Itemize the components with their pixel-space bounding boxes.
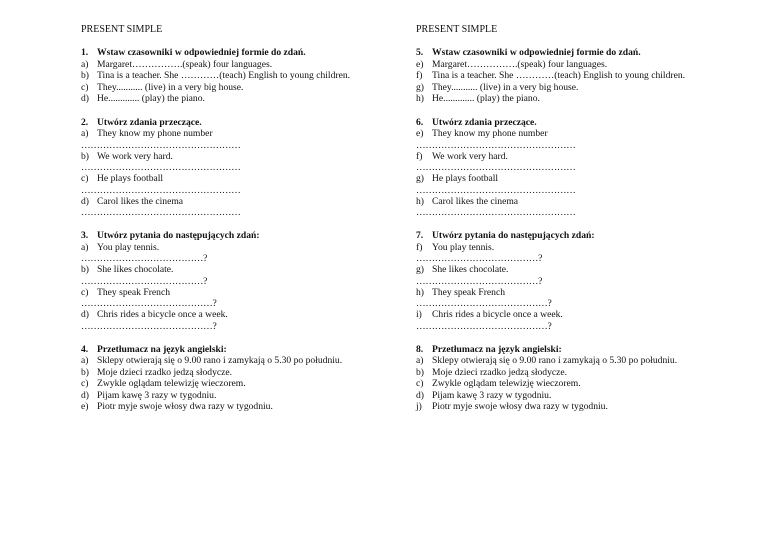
exercise-number: 4. (81, 343, 89, 355)
exercise-item (81, 367, 411, 379)
item-text: They know my phone number (432, 128, 548, 139)
exercise-instruction: Przetłumacz na język angielski: (97, 343, 227, 355)
item-label: f) (416, 241, 423, 253)
item-text: Chris rides a bicycle once a week. (97, 309, 228, 320)
item-text: You play tennis. (432, 241, 495, 253)
item-label: d) (81, 389, 89, 401)
exercise-item (81, 355, 411, 367)
item-label: c) (81, 81, 89, 93)
worksheet-column (81, 24, 411, 413)
exercise-item (416, 309, 746, 321)
exercise-section (81, 230, 411, 332)
answer-line: ……………………………………? (416, 298, 552, 309)
item-text: They speak French (97, 286, 170, 298)
exercise-item (81, 59, 411, 71)
exercise-section (416, 117, 746, 219)
exercise-instruction: Przetłumacz na język angielski: (432, 343, 562, 355)
answer-line: ……………………………………? (81, 298, 217, 309)
exercise-number: 5. (416, 47, 424, 58)
exercise-item (81, 93, 411, 105)
answer-line: …………………………………………… (416, 207, 576, 218)
exercise-item (416, 151, 746, 163)
exercise-item (416, 355, 746, 367)
exercise-section (416, 230, 746, 332)
exercise-item (416, 367, 746, 379)
answer-line: …………………………………………… (416, 139, 576, 151)
item-text: Pijam kawę 3 razy w tygodniu. (432, 389, 552, 401)
exercise-instruction: Utwórz zdania przeczące. (432, 116, 537, 128)
exercise-item (81, 70, 411, 82)
answer-line: …………………………………………… (81, 184, 241, 196)
exercise-item (416, 378, 746, 390)
exercise-item (416, 390, 746, 402)
exercise-instruction: Utwórz pytania do następujących zdań: (97, 230, 260, 241)
exercise-section (81, 47, 411, 105)
answer-line: …………………………………………… (416, 184, 576, 196)
exercise-item (416, 82, 746, 94)
item-label: a) (81, 58, 89, 70)
answer-line: …………………………………………… (81, 162, 241, 173)
exercise-item (81, 196, 411, 208)
item-label: d) (81, 309, 89, 320)
exercise-heading (416, 230, 746, 242)
item-text: Zwykle oglądam telewizję wieczorem. (432, 378, 581, 389)
exercise-heading (416, 344, 746, 356)
item-label: e) (416, 58, 424, 70)
item-label: b) (81, 264, 89, 275)
exercise-instruction: Wstaw czasowniki w odpowiedniej formie do zdań. (97, 47, 306, 58)
item-label: b) (416, 366, 424, 378)
exercise-heading (416, 117, 746, 129)
answer-line: ……………………………………? (81, 320, 217, 332)
item-text: Piotr myje swoje włosy dwa razy w tygodniu. (432, 401, 608, 412)
item-text: He plays football (432, 173, 499, 184)
item-text: Margaret…………….(speak) four languages. (97, 58, 273, 70)
answer-line: …………………………………? (416, 275, 543, 287)
exercise-item (81, 390, 411, 402)
item-label: h) (416, 195, 424, 207)
item-text: Piotr myje swoje włosy dwa razy w tygodniu. (97, 401, 273, 412)
answer-line: ……………………………………? (416, 320, 552, 332)
item-text: Moje dzieci rzadko jedzą słodycze. (432, 366, 568, 378)
exercise-section (81, 344, 411, 413)
item-label: g) (416, 264, 424, 275)
exercise-item (81, 287, 411, 299)
item-label: c) (81, 286, 89, 298)
item-text: Margaret…………….(speak) four languages. (432, 58, 608, 70)
item-label: a) (81, 355, 89, 366)
item-text: She likes chocolate. (97, 264, 174, 275)
exercise-section (416, 47, 746, 105)
item-text: They........... (live) in a very big house. (97, 81, 244, 93)
item-label: g) (416, 173, 424, 184)
item-text: We work very hard. (97, 150, 173, 162)
item-label: d) (81, 195, 89, 207)
document-title: PRESENT SIMPLE (81, 24, 163, 35)
exercise-instruction: Utwórz pytania do następujących zdań: (432, 230, 595, 241)
item-label: c) (81, 378, 89, 389)
exercise-number: 1. (81, 47, 89, 58)
item-label: f) (416, 150, 423, 162)
item-text: Moje dzieci rzadko jedzą słodycze. (97, 366, 233, 378)
item-text: Tina is a teacher. She …………(teach) English to young children. (97, 70, 351, 81)
item-label: d) (416, 389, 424, 401)
exercise-number: 8. (416, 343, 424, 355)
exercise-item (81, 173, 411, 185)
item-text: Sklepy otwierają się o 9.00 rano i zamykają o 5.30 po południu. (432, 355, 678, 366)
exercise-item (81, 401, 411, 413)
exercise-number: 3. (81, 230, 89, 241)
exercise-item (81, 128, 411, 140)
exercise-section (81, 117, 411, 219)
item-text: Sklepy otwierają się o 9.00 rano i zamykają o 5.30 po południu. (97, 355, 343, 366)
answer-line: …………………………………? (81, 253, 208, 264)
exercise-item (416, 70, 746, 82)
item-text: You play tennis. (97, 241, 160, 253)
exercise-item (81, 309, 411, 321)
item-label: i) (416, 309, 422, 320)
item-text: Carol likes the cinema (97, 195, 184, 207)
exercise-heading (81, 230, 411, 242)
item-label: b) (81, 70, 89, 81)
item-text: Pijam kawę 3 razy w tygodniu. (97, 389, 217, 401)
exercise-item (416, 287, 746, 299)
exercise-item (81, 242, 411, 254)
exercise-heading (416, 47, 746, 59)
exercise-item (81, 378, 411, 390)
worksheet-column (416, 24, 746, 413)
item-label: d) (81, 93, 89, 104)
item-text: They........... (live) in a very big house. (432, 81, 579, 93)
exercise-item (81, 82, 411, 94)
item-label: c) (416, 378, 424, 389)
exercise-number: 7. (416, 230, 424, 241)
item-label: a) (81, 241, 89, 253)
exercise-instruction: Utwórz zdania przeczące. (97, 116, 202, 128)
document-title: PRESENT SIMPLE (416, 24, 498, 35)
exercise-number: 6. (416, 116, 424, 128)
item-label: c) (81, 173, 89, 184)
answer-line: …………………………………………… (81, 207, 241, 218)
item-label: e) (81, 401, 89, 412)
item-text: They know my phone number (97, 128, 213, 139)
exercise-item (416, 401, 746, 413)
item-label: a) (416, 355, 424, 366)
item-text: She likes chocolate. (432, 264, 509, 275)
item-label: j) (416, 401, 422, 412)
answer-line: …………………………………? (81, 275, 208, 287)
exercise-section (416, 344, 746, 413)
item-label: f) (416, 70, 423, 81)
answer-line: …………………………………………… (81, 139, 241, 151)
exercise-heading (81, 117, 411, 129)
exercise-item (416, 128, 746, 140)
item-text: We work very hard. (432, 150, 508, 162)
exercise-item (81, 264, 411, 276)
item-label: e) (416, 128, 424, 139)
item-text: He............. (play) the piano. (97, 93, 205, 104)
exercise-item (416, 242, 746, 254)
exercise-item (416, 59, 746, 71)
item-label: g) (416, 81, 424, 93)
item-text: He plays football (97, 173, 164, 184)
item-label: b) (81, 150, 89, 162)
item-label: h) (416, 93, 424, 104)
exercise-heading (81, 344, 411, 356)
answer-line: …………………………………………… (416, 162, 576, 173)
exercise-item (81, 151, 411, 163)
item-text: Chris rides a bicycle once a week. (432, 309, 563, 320)
exercise-item (416, 264, 746, 276)
exercise-item (416, 196, 746, 208)
item-text: Tina is a teacher. She …………(teach) English to young children. (432, 70, 686, 81)
exercise-item (416, 93, 746, 105)
item-label: a) (81, 128, 89, 139)
exercise-number: 2. (81, 116, 89, 128)
item-label: h) (416, 286, 424, 298)
item-text: Zwykle oglądam telewizję wieczorem. (97, 378, 246, 389)
item-label: b) (81, 366, 89, 378)
exercise-instruction: Wstaw czasowniki w odpowiedniej formie do zdań. (432, 47, 641, 58)
exercise-item (416, 173, 746, 185)
answer-line: …………………………………? (416, 253, 543, 264)
item-text: He............. (play) the piano. (432, 93, 540, 104)
item-text: Carol likes the cinema (432, 195, 519, 207)
item-text: They speak French (432, 286, 505, 298)
exercise-heading (81, 47, 411, 59)
